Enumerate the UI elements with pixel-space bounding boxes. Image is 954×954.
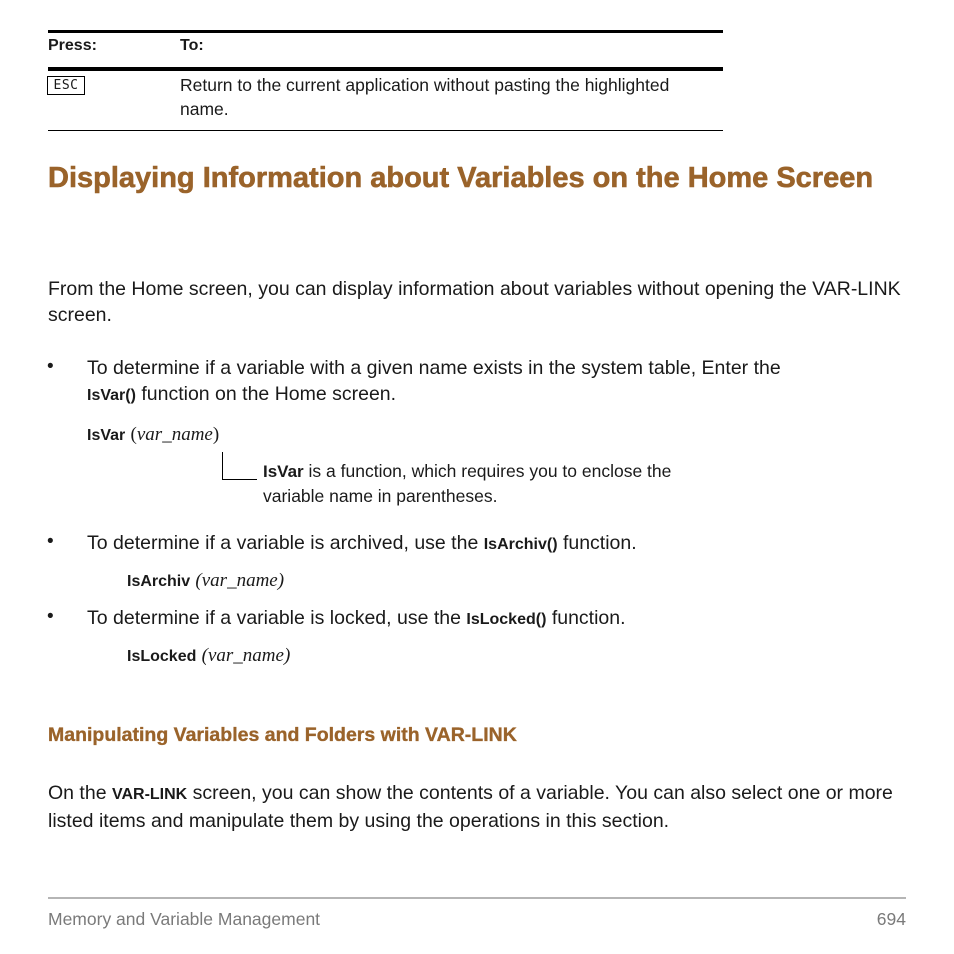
esc-key-icon: ESC [47,76,85,95]
islocked-keyword: IsLocked() [466,611,547,628]
syntax-args: (var_name) [201,645,291,666]
syntax-close-paren: ) [212,424,220,445]
isarchiv-keyword: IsArchiv() [483,536,558,553]
footer-rule [48,897,906,899]
syntax-keyword: IsLocked [127,648,197,665]
subsection-paragraph [48,780,918,834]
table-header-to: To: [180,37,204,54]
syntax-keyword: IsVar [87,427,126,444]
bullet-text-before: To determine if a variable is archived, use the [87,532,479,554]
table-row-description: Return to the current application without pasting the highlighted name. [180,75,670,119]
table-header-rule [48,67,723,71]
isvar-callout [263,459,683,509]
page-number: 694 [876,909,906,929]
subsection-title: Manipulating Variables and Folders with VAR-LINK [48,724,517,746]
bullet-dot: • [47,606,54,627]
syntax-keyword: IsArchiv [127,573,191,590]
table-top-rule [48,30,723,33]
subsection-text-before: On the [48,782,107,804]
islocked-syntax [127,644,290,669]
bullet-text-before: To determine if a variable is locked, use the [87,607,461,629]
table-bottom-rule [48,130,723,131]
bullet-isarchiv-text [87,530,907,558]
footer-chapter: Memory and Variable Management [48,909,321,929]
isarchiv-syntax [127,569,284,594]
callout-bracket-foot [222,479,257,480]
table-header-press: Press: [48,37,97,54]
callout-bracket-line [222,452,223,480]
callout-description: is a function, which requires you to enclose the variable name in parentheses. [263,461,672,506]
varlink-keyword: VAR-LINK [111,786,188,803]
isvar-keyword: IsVar() [87,387,136,404]
bullet-isvar-text [87,355,907,409]
intro-paragraph: From the Home screen, you can display information about variables without opening the VAR-LINK screen. [48,278,901,326]
isvar-syntax [87,423,219,448]
bullet-text-after: function on the Home screen. [141,383,397,405]
section-title: Displaying Information about Variables on the Home Screen [48,162,874,194]
bullet-text-after: function. [551,607,626,629]
bullet-text-before: To determine if a variable with a given name exists in the system table, Enter the [87,357,781,379]
subsection-text-after: screen, you can show the contents of a variable. You can also select one or more listed items and manipulate them by using the operations in this section. [48,782,893,832]
syntax-args: (var_name) [195,570,285,591]
bullet-dot: • [47,356,54,377]
syntax-args: var_name [136,424,213,445]
bullet-dot: • [47,531,54,552]
bullet-text-after: function. [562,532,637,554]
callout-keyword: IsVar [263,462,304,481]
syntax-open-paren: ( [130,424,137,445]
bullet-islocked-text [87,605,907,633]
